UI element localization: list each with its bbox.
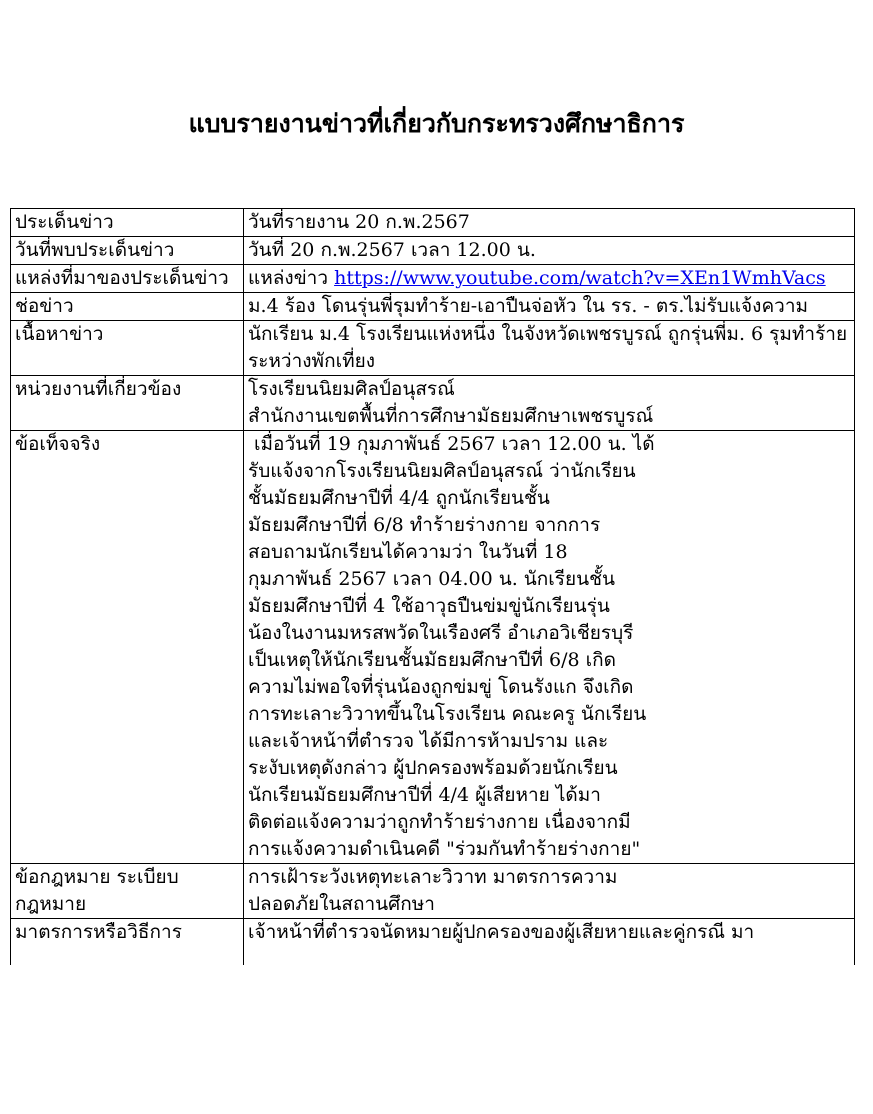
table-row bbox=[11, 209, 855, 237]
value-line: เป็นเหตุให้นักเรียนชั้นมัธยมศึกษาปีที่ 6/8 เกิด bbox=[248, 649, 617, 671]
row-value: ม.4 ร้อง โดนรุ่นพี่รุมทำร้าย-เอาปืนจ่อหัว ใน รร. - ตร.ไม่รับแจ้งความ bbox=[244, 293, 855, 321]
value-line: รับแจ้งจากโรงเรียนนิยมศิลป์อนุสรณ์ ว่านักเรียน bbox=[248, 460, 636, 482]
row-label: หน่วยงานที่เกี่ยวข้อง bbox=[11, 376, 244, 431]
value-line: ระงับเหตุดังกล่าว ผู้ปกครองพร้อมด้วยนักเรียน bbox=[248, 757, 618, 779]
row-value: นักเรียน ม.4 โรงเรียนแห่งหนึ่ง ในจังหวัดเพชรบูรณ์ ถูกรุ่นพี่ม. 6 รุมทำร้ายระหว่างพักเที่ยง bbox=[244, 321, 855, 376]
value-line: มัธยมศึกษาปีที่ 4 ใช้อาวุธปืนข่มขู่นักเรียนรุ่น bbox=[248, 595, 610, 617]
row-value bbox=[244, 864, 855, 919]
row-value bbox=[244, 265, 855, 293]
document-title: แบบรายงานข่าวที่เกี่ยวกับกระทรวงศึกษาธิการ bbox=[188, 109, 685, 138]
value-line: ชั้นมัธยมศึกษาปีที่ 4/4 ถูกนักเรียนชั้น bbox=[248, 487, 550, 509]
row-value bbox=[244, 431, 855, 864]
source-link[interactable]: https://www.youtube.com/watch?v=XEn1WmhVacs bbox=[334, 267, 826, 289]
value-line: ความไม่พอใจที่รุ่นน้องถูกข่มขู่ โดนรังแก จึงเกิด bbox=[248, 676, 634, 698]
row-label: วันที่พบประเด็นข่าว bbox=[11, 237, 244, 265]
value-line: สอบถามนักเรียนได้ความว่า ในวันที่ 18 bbox=[248, 541, 568, 563]
value-line: การทะเลาะวิวาทขึ้นในโรงเรียน คณะครู นักเรียน bbox=[248, 703, 647, 725]
table-row bbox=[11, 919, 855, 966]
row-value bbox=[244, 376, 855, 431]
row-label: ประเด็นข่าว bbox=[11, 209, 244, 237]
value-line: การเฝ้าระวังเหตุทะเลาะวิวาท มาตรการความ bbox=[248, 866, 618, 888]
value-line: สำนักงานเขตพื้นที่การศึกษามัธยมศึกษาเพชรบูรณ์ bbox=[248, 405, 654, 427]
row-label: ข้อกฎหมาย ระเบียบ กฎหมาย bbox=[11, 864, 244, 919]
row-value: วันที่ 20 ก.พ.2567 เวลา 12.00 น. bbox=[244, 237, 855, 265]
table-row bbox=[11, 265, 855, 293]
value-line: และเจ้าหน้าที่ตำรวจ ได้มีการห้ามปราม และ bbox=[248, 730, 609, 752]
table-row bbox=[11, 293, 855, 321]
table-row bbox=[11, 864, 855, 919]
source-prefix: แหล่งข่าว bbox=[248, 267, 329, 289]
row-value: วันที่รายงาน 20 ก.พ.2567 bbox=[244, 209, 855, 237]
value-line: โรงเรียนนิยมศิลป์อนุสรณ์ bbox=[248, 378, 455, 400]
row-label: เนื้อหาข่าว bbox=[11, 321, 244, 376]
row-label: มาตรการหรือวิธีการ bbox=[11, 919, 244, 966]
value-line: น้องในงานมหรสพวัดในเรืองศรี อำเภอวิเชียรบุรี bbox=[248, 622, 634, 644]
value-line: ติดต่อแจ้งความว่าถูกทำร้ายร่างกาย เนื่องจากมี bbox=[248, 811, 631, 833]
row-label: ข้อเท็จจริง bbox=[11, 431, 244, 864]
value-line: นักเรียนมัธยมศึกษาปีที่ 4/4 ผู้เสียหาย ได้มา bbox=[248, 784, 601, 806]
value-line: การแจ้งความดำเนินคดี "ร่วมกันทำร้ายร่างกาย" bbox=[248, 838, 641, 860]
table-row bbox=[11, 431, 855, 864]
row-label: ช่อข่าว bbox=[11, 293, 244, 321]
table-row bbox=[11, 237, 855, 265]
row-value: เจ้าหน้าที่ตำรวจนัดหมายผู้ปกครองของผู้เสียหายและคู่กรณี มา bbox=[244, 919, 855, 966]
table-row bbox=[11, 376, 855, 431]
value-line: กุมภาพันธ์ 2567 เวลา 04.00 น. นักเรียนชั้น bbox=[248, 568, 615, 590]
value-line: มัธยมศึกษาปีที่ 6/8 ทำร้ายร่างกาย จากการ bbox=[248, 514, 601, 536]
row-label: แหล่งที่มาของประเด็นข่าว bbox=[11, 265, 244, 293]
table-row bbox=[11, 321, 855, 376]
value-line: ปลอดภัยในสถานศึกษา bbox=[248, 893, 435, 915]
value-line: เมื่อวันที่ 19 กุมภาพันธ์ 2567 เวลา 12.00 น. ได้ bbox=[248, 433, 655, 455]
report-table bbox=[10, 208, 855, 965]
